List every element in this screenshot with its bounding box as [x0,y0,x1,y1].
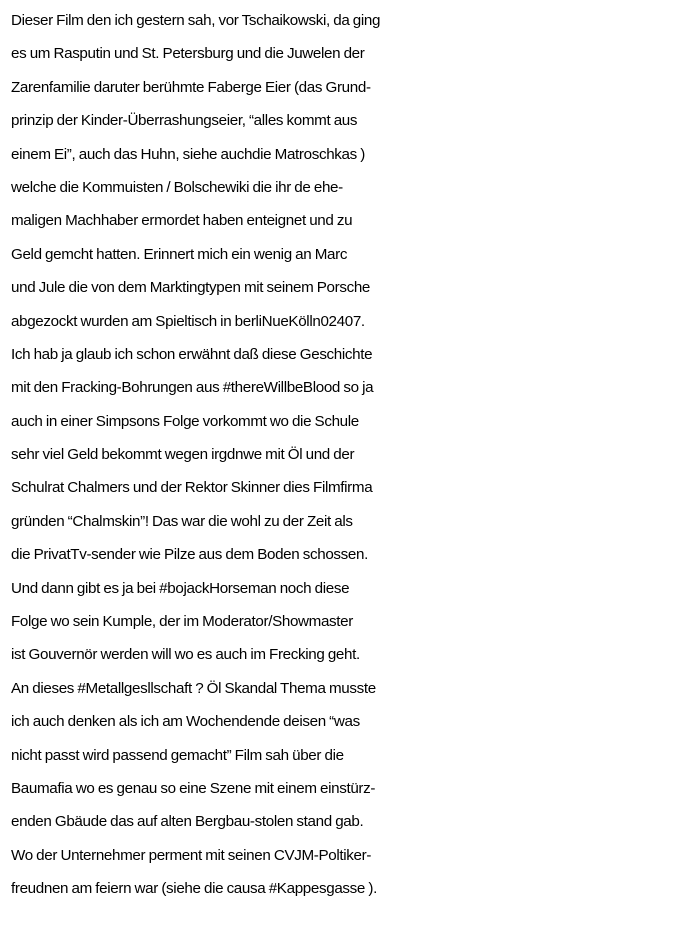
text-line: auch in einer Simpsons Folge vorkommt wo die Schule [11,412,359,430]
text-line: ist Gouvernör werden will wo es auch im Frecking geht. [11,646,360,664]
text-line: prinzip der Kinder-Überrashungseier, “alles kommt aus [11,112,358,130]
text-line: ich auch denken als ich am Wochendende deisen “was [11,713,360,731]
text-line: nicht passt wird passend gemacht” Film sah über die [11,746,344,764]
text-line: freudnen am feiern war (siehe die causa #Kappesgasse ). [11,880,377,898]
body-text [11,4,683,906]
text-line: Und dann gibt es ja bei #bojackHorseman noch diese [11,579,350,597]
text-line: Dieser Film den ich gestern sah, vor Tschaikowski, da ging [11,12,381,29]
text-line: mit den Fracking-Bohrungen aus #thereWillbeBlood so ja [11,379,374,397]
text-line: es um Rasputin und St. Petersburg und die Juwelen der [11,45,365,63]
text-line: Geld gemcht hatten. Erinnert mich ein wenig an Marc [11,245,348,263]
text-line: sehr viel Geld bekommt wegen irgdnwe mit Öl und der [11,446,355,464]
text-line: abgezockt wurden am Spieltisch in berliNueKölln02407. [11,312,365,330]
text-line: An dieses #Metallgesllschaft ? Öl Skandal Thema musste [11,679,376,697]
text-line: maligen Machhaber ermordet haben enteignet und zu [11,212,353,230]
text-line: und Jule die von dem Marktingtypen mit seinem Porsche [11,279,371,297]
text-line: Schulrat Chalmers und der Rektor Skinner dies Filmfirma [11,479,373,497]
text-line: die PrivatTv-sender wie Pilze aus dem Boden schossen. [11,546,368,564]
text-line: einem Ei”, auch das Huhn, siehe auchdie Matroschkas ) [11,145,365,163]
text-line: Wo der Unternehmer perment mit seinen CVJM-Poltiker- [11,846,372,864]
text-line: Folge wo sein Kumple, der im Moderator/Showmaster [11,613,353,631]
text-line: gründen “Chalmskin”! Das war die wohl zu der Zeit als [11,512,353,530]
text-line: enden Gbäude das auf alten Bergbau-stolen stand gab. [11,813,364,831]
text-line: welche die Kommuisten / Bolschewiki die ihr de ehe- [11,178,343,196]
text-line: Baumafia wo es genau so eine Szene mit einem einstürz- [11,779,376,797]
text-line: Zarenfamilie daruter berühmte Faberge Eier (das Grund- [11,78,371,96]
text-line: Ich hab ja glaub ich schon erwähnt daß diese Geschichte [11,345,373,363]
